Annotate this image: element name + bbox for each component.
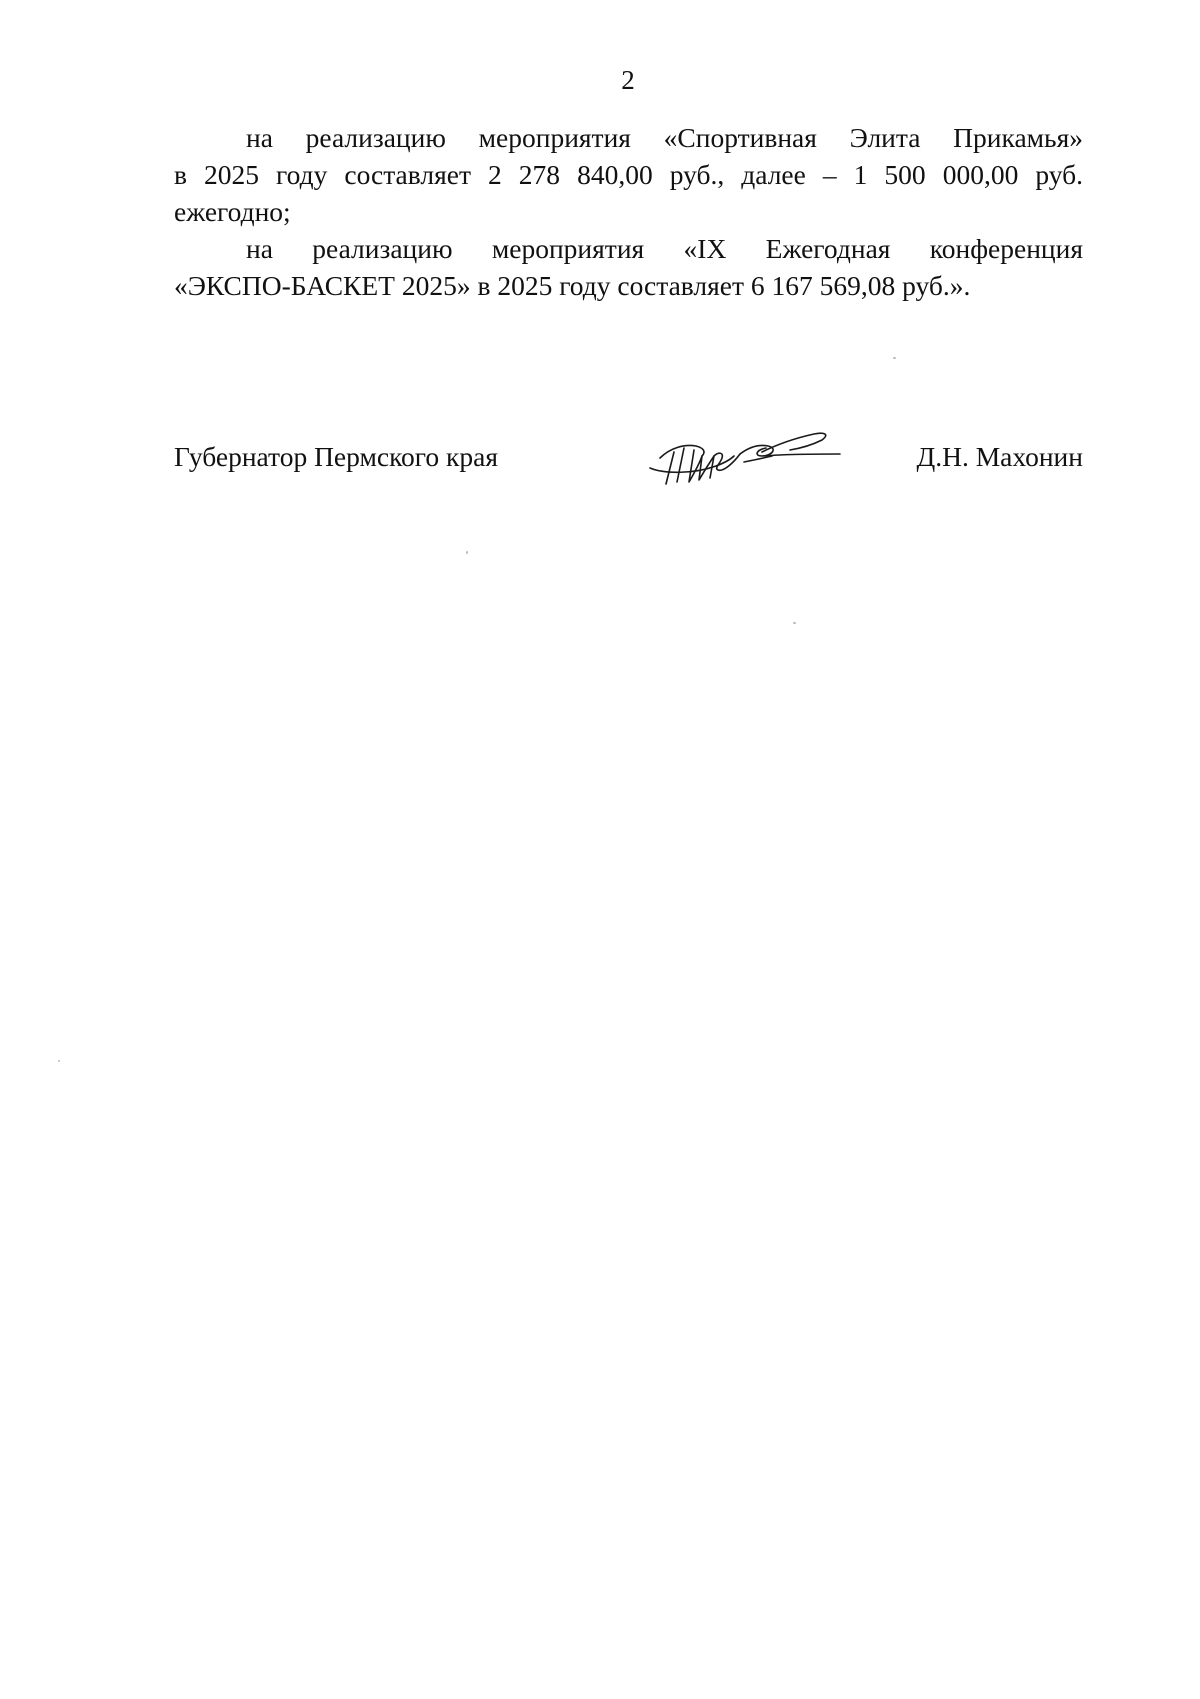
signer-position: Губернатор Пермского края bbox=[174, 441, 498, 472]
scan-speck bbox=[793, 622, 796, 624]
paragraph-line: в 2025 году составляет 2 278 840,00 руб., далее – 1 500 000,00 руб. bbox=[174, 159, 1083, 190]
handwritten-signature bbox=[644, 422, 844, 492]
paragraph-line: на реализацию мероприятия «Спортивная Элита Прикамья» bbox=[246, 122, 1083, 153]
page-number: 2 bbox=[621, 65, 635, 95]
signature-block bbox=[174, 438, 1083, 508]
paragraph-line: на реализацию мероприятия «IX Ежегодная конференция bbox=[246, 233, 1083, 264]
paragraph-expo-basket bbox=[174, 230, 1083, 304]
paragraph-sport-elite bbox=[174, 119, 1083, 230]
signer-name: Д.Н. Махонин bbox=[916, 441, 1083, 472]
scan-speck bbox=[466, 551, 468, 554]
paragraph-line: «ЭКСПО-БАСКЕТ 2025» в 2025 году составляет 6 167 569,08 руб.». bbox=[174, 270, 971, 301]
paragraph-line: ежегодно; bbox=[174, 196, 291, 227]
document-body bbox=[174, 119, 1083, 304]
scan-speck bbox=[58, 1060, 60, 1062]
scan-speck bbox=[893, 357, 896, 359]
